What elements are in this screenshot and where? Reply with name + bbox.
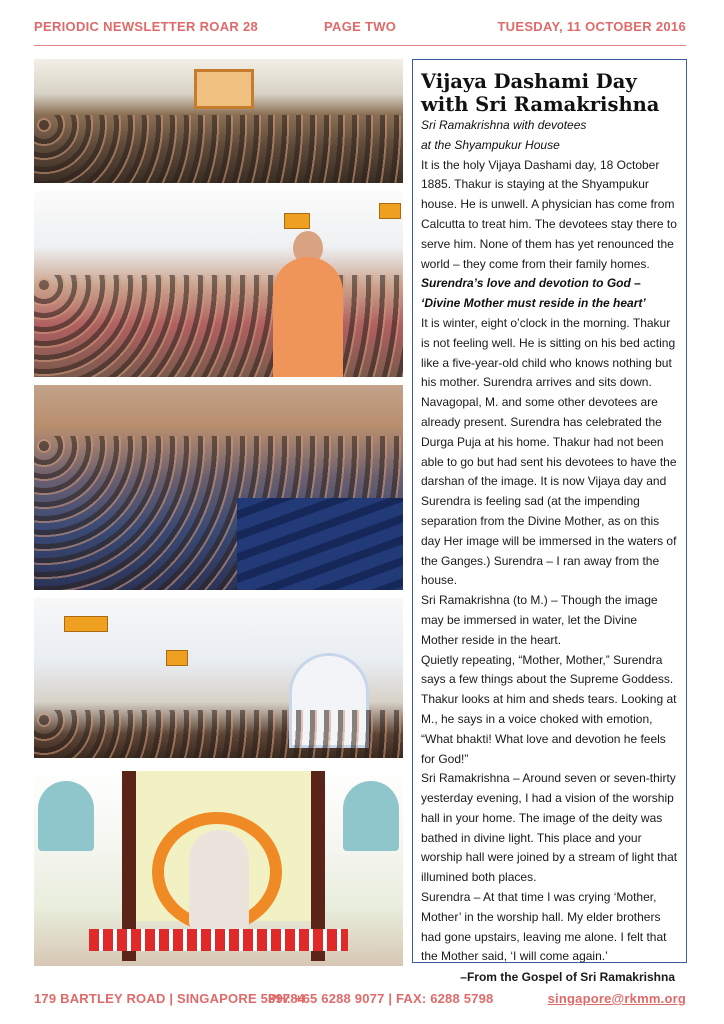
niche-left xyxy=(38,781,94,851)
article-subheading: ‘Divine Mother must reside in the heart’ xyxy=(421,296,646,311)
photo-altar-statue xyxy=(34,766,403,966)
article-paragraph: Surendra – At that time I was crying ‘Mother, Mother’ in the worship hall. My elder brothers had gone upstairs, leaving me alone. I felt that the Mother said, ‘I will come again.’ xyxy=(421,890,667,964)
article-paragraph: It is the holy Vijaya Dashami day, 18 October 1885. Thakur is staying at the Shyampukur house. He is unwell. A physician has come from Calcutta to treat him. The devotees stay there to serve him. None of them has yet renounced the world – they come from their family homes. xyxy=(421,157,677,271)
photo-prasad-meal xyxy=(34,385,403,590)
issue-date: TUESDAY, 11 OCTOBER 2016 xyxy=(497,19,686,34)
article-subheading: Surendra’s love and devotion to God – xyxy=(421,276,641,291)
crowd-devotees xyxy=(34,115,403,183)
page-header xyxy=(0,0,724,46)
header-divider xyxy=(34,45,686,46)
article-paragraph: Sri Ramakrishna – Around seven or seven-thirty yesterday evening, I had a vision of the worship hall in your home. The image of the deity was bathed in divine light. This place and your worship hall were joined by a stream of light that illumined both places. xyxy=(421,771,678,885)
blue-chairs xyxy=(237,498,403,590)
banner-decoration xyxy=(64,616,108,632)
article-credit: –From the Gospel of Sri Ramakrishna xyxy=(460,970,675,985)
footer-phone: PH: +65 6288 9077 | FAX: 6288 5798 xyxy=(268,991,494,1006)
photo-monk-speaking xyxy=(34,191,403,377)
article-paragraph: Sri Ramakrishna (to M.) – Though the image may be immersed in water, let the Divine xyxy=(421,593,658,627)
footer-email-link[interactable]: singapore@rkmm.org xyxy=(547,991,686,1006)
article-subtitle: Sri Ramakrishna with devotees xyxy=(421,118,587,132)
flower-offerings xyxy=(89,929,348,951)
statue-figure xyxy=(189,830,249,930)
crowd-devotees xyxy=(34,275,403,377)
banner-decoration xyxy=(379,203,401,219)
article-paragraph: Quietly repeating, “Mother, Mother,” Surendra says a few things about the Supreme Goddess. xyxy=(421,652,674,687)
banner-decoration xyxy=(166,650,188,666)
article-paragraph: “What bhakti! What love and devotion he feels for God!” xyxy=(421,731,666,766)
photo-column xyxy=(34,59,403,974)
photo-shrine-hall xyxy=(34,598,403,758)
article-paragraph: Thakur looks at him and sheds tears. Looking at M., he says in a voice choked with emotion, xyxy=(421,692,677,726)
article-box xyxy=(412,59,687,985)
newsletter-name: PERIODIC NEWSLETTER ROAR 28 xyxy=(34,19,259,34)
niche-right xyxy=(343,781,399,851)
article-title: Vijaya Dashami Day with Sri Ramakrishna xyxy=(421,70,660,116)
page-footer xyxy=(0,985,724,1015)
shrine-altar xyxy=(194,69,254,109)
photo-hall-gathering xyxy=(34,59,403,183)
monk-figure xyxy=(273,257,343,377)
article-paragraph: Mother reside in the heart. xyxy=(421,632,562,647)
article-subtitle: at the Shyampukur House xyxy=(421,137,560,152)
article-paragraph: It is winter, eight o’clock in the morning. Thakur is not feeling well. He is sitting on his bed acting like a five-year-old child who knows nothing but his mother. Surendra arrives and sits down. Navagopal, M. and some other devotees are already present. Surendra has celebrated the Durga Puja at his home. Thakur had not been able to go but had sent his devotees to have the darshan of the image. It is now Vijaya day and Surendra is feeling sad (at the impending separation from the Divine Mother, as on this day Her image will be immersed in the waters of the Ganges.) Surendra – I ran away from the house. xyxy=(421,315,677,588)
footer-address: 179 BARTLEY ROAD | SINGAPORE 539784 xyxy=(34,991,306,1006)
crowd-devotees xyxy=(34,710,403,758)
page-number: PAGE TWO xyxy=(324,19,397,34)
banner-decoration xyxy=(284,213,310,229)
